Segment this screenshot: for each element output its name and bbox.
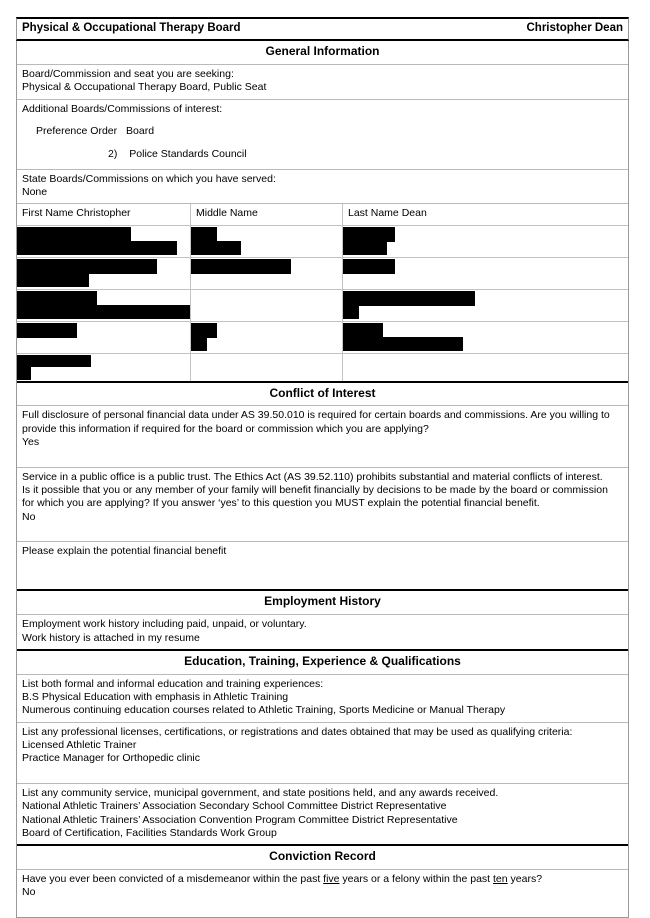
education-q1-line1: B.S Physical Education with emphasis in Athletic Training <box>22 690 289 703</box>
redacted-cell <box>343 258 628 289</box>
redaction-bar <box>343 337 463 351</box>
last-name-value: Dean <box>401 207 427 220</box>
field-seat-seeking-value: Physical & Occupational Therapy Board, Public Seat <box>22 81 267 94</box>
redacted-row <box>17 322 628 354</box>
coi-q1-answer: Yes <box>22 436 40 449</box>
field-boards-served <box>17 170 628 205</box>
section-conflict-of-interest <box>16 383 629 590</box>
middle-name-value <box>261 207 264 219</box>
board-title: Physical & Occupational Therapy Board <box>22 22 241 34</box>
education-q3-line1: National Athletic Trainers’ Association Secondary School Committee District Representative <box>22 800 447 813</box>
name-header-row <box>17 204 628 225</box>
education-q2-line2: Practice Manager for Orthopedic clinic <box>22 752 200 765</box>
coi-q2-line1: Service in a public office is a public trust. The Ethics Act (AS 39.52.110) prohibits substantial and material conflicts of interest. <box>22 470 603 483</box>
first-name-label: First Name <box>22 207 74 220</box>
section-heading-general-information: General Information <box>17 41 628 65</box>
education-q2-label: List any professional licenses, certifications, or registrations and dates obtained that may be used as qualifying criteria: <box>22 725 573 738</box>
conviction-question-part1: Have you ever been convicted of a misdemeanor within the past <box>22 873 324 886</box>
redaction-bar <box>343 291 475 306</box>
conviction-question <box>22 873 623 886</box>
section-heading-employment-history: Employment History <box>17 589 628 615</box>
redacted-cell <box>191 354 343 381</box>
employment-history-field <box>17 615 628 649</box>
coi-q2-line2: Is it possible that you or any member of your family will benefit financially by decisions to be made by the board or commission <box>22 484 608 497</box>
redaction-bar <box>17 291 97 306</box>
middle-name-label: Middle Name <box>196 207 258 220</box>
redaction-bar <box>343 323 383 338</box>
redacted-cell <box>343 290 628 321</box>
section-general-information <box>16 41 629 382</box>
education-q1-label: List both formal and informal education and training experiences: <box>22 677 324 690</box>
redacted-row <box>17 226 628 258</box>
redaction-bar <box>17 259 157 274</box>
redaction-bar <box>191 241 241 255</box>
preference-order-column-header: Preference Order <box>36 125 118 137</box>
redacted-cell <box>17 290 191 321</box>
redacted-cell <box>343 322 628 353</box>
preference-row-order: 2) <box>108 148 118 161</box>
field-boards-served-value: None <box>22 185 48 198</box>
education-question-1 <box>17 675 628 723</box>
education-q3-line3: Board of Certification, Facilities Standards Work Group <box>22 826 277 839</box>
field-seat-seeking-label: Board/Commission and seat you are seeking: <box>22 68 234 81</box>
middle-name-cell <box>191 204 343 224</box>
redaction-bar <box>17 273 89 287</box>
field-boards-served-label: State Boards/Commissions on which you have served: <box>22 172 276 185</box>
coi-q2-answer: No <box>22 510 36 523</box>
first-name-cell <box>17 204 191 224</box>
education-q3-line2: National Athletic Trainers’ Association Convention Program Committee District Representative <box>22 813 458 826</box>
redaction-bar <box>343 305 359 319</box>
conviction-spacer <box>22 900 623 913</box>
section-employment-history <box>16 589 629 648</box>
section-heading-conviction-record: Conviction Record <box>17 844 628 870</box>
section-education <box>16 649 629 844</box>
coi-question-1 <box>17 406 628 467</box>
coi-q2-spacer <box>22 524 623 537</box>
education-q1-line2: Numerous continuing education courses related to Athletic Training, Sports Medicine or Manual Therapy <box>22 704 506 717</box>
coi-question-2 <box>17 468 628 543</box>
redaction-bar <box>17 305 191 319</box>
preference-row-board: Police Standards Council <box>129 148 247 161</box>
redacted-row <box>17 290 628 322</box>
redacted-cell <box>191 322 343 353</box>
first-name-value: Christopher <box>76 207 131 220</box>
redacted-cell <box>343 226 628 257</box>
last-name-cell <box>343 204 628 224</box>
application-document <box>16 17 629 918</box>
applicant-name: Christopher Dean <box>526 22 623 34</box>
section-heading-conflict-of-interest: Conflict of Interest <box>17 383 628 407</box>
redacted-cell <box>17 226 191 257</box>
redacted-cell <box>191 258 343 289</box>
conviction-record-field <box>17 870 628 917</box>
redacted-contact-rows <box>17 226 628 381</box>
education-question-2 <box>17 723 628 784</box>
education-question-3 <box>17 784 628 844</box>
section-conviction-record <box>16 844 629 918</box>
redaction-bar <box>343 241 387 255</box>
redaction-bar <box>191 323 217 338</box>
employment-history-label: Employment work history including paid, unpaid, or voluntary. <box>22 618 307 631</box>
redacted-cell <box>191 290 343 321</box>
preference-board-column-header: Board <box>126 125 155 137</box>
education-q3-label: List any community service, municipal government, and state positions held, and any awards received. <box>22 786 499 799</box>
coi-q3-answer <box>22 559 623 572</box>
conviction-answer: No <box>22 886 36 899</box>
redaction-bar <box>343 227 395 242</box>
redacted-cell <box>17 354 191 381</box>
redaction-bar <box>343 259 395 274</box>
education-q2-spacer <box>22 766 623 779</box>
coi-q1-line1: Full disclosure of personal financial data under AS 39.50.010 is required for certain boards and commissions. Are you willing to <box>22 409 610 422</box>
education-q2-line1: Licensed Athletic Trainer <box>22 738 137 751</box>
redaction-bar <box>17 323 77 338</box>
preference-table-header <box>36 125 623 138</box>
section-heading-education: Education, Training, Experience & Qualifications <box>17 649 628 675</box>
field-seat-seeking <box>17 65 628 100</box>
field-additional-boards <box>17 100 628 170</box>
preference-row <box>108 148 623 161</box>
conviction-question-emphasis-ten: ten <box>493 873 508 886</box>
coi-q1-line2: provide this information if required for the board or commission which you are applying? <box>22 422 429 435</box>
redacted-cell <box>191 226 343 257</box>
conviction-question-part3: years? <box>507 873 543 886</box>
last-name-label: Last Name <box>348 207 399 220</box>
redacted-row <box>17 258 628 290</box>
coi-q1-spacer <box>22 449 623 462</box>
redaction-bar <box>191 227 217 242</box>
field-additional-boards-label: Additional Boards/Commissions of interest: <box>22 102 223 115</box>
redacted-cell <box>343 354 628 381</box>
redaction-bar <box>191 337 207 351</box>
redaction-bar <box>191 259 291 274</box>
conviction-question-part2: years or a felony within the past <box>339 873 494 886</box>
coi-question-3 <box>17 542 628 589</box>
coi-q3-label: Please explain the potential financial benefit <box>22 545 227 558</box>
redacted-row <box>17 354 628 381</box>
redaction-bar <box>17 241 177 255</box>
document-header <box>16 17 629 41</box>
redaction-bar <box>17 366 31 380</box>
name-and-contact-grid <box>17 204 628 382</box>
redaction-bar <box>17 227 131 242</box>
redacted-cell <box>17 322 191 353</box>
employment-history-value: Work history is attached in my resume <box>22 631 200 644</box>
coi-q3-spacer <box>22 572 623 585</box>
conviction-question-emphasis-five: five <box>323 873 340 886</box>
coi-q2-line3: for which you are applying? If you answer ‘yes’ to this question you MUST explain the potential financial benefit. <box>22 497 540 510</box>
redacted-cell <box>17 258 191 289</box>
